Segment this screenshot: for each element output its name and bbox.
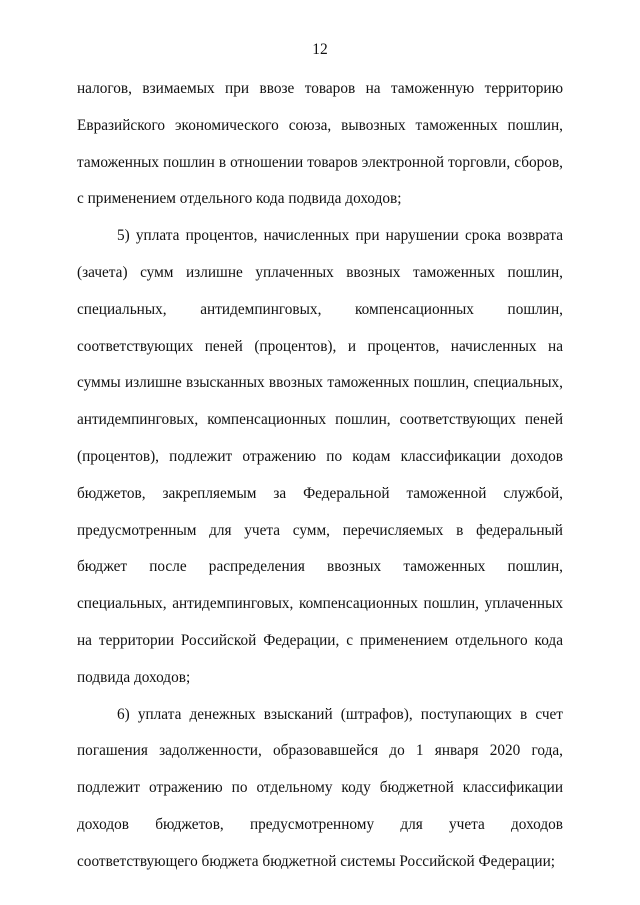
document-body — [77, 71, 563, 881]
paragraph-item-6: 6) уплата денежных взысканий (штрафов), поступающих в счет погашения задолженности, образовавшейся до 1 января 2020 года, подлежит отражению по отдельному коду бюджетной классификации доходов бюджетов, предусмотренному для учета доходов соответствующего бюджета бюджетной системы Российской Федерации; — [77, 705, 563, 870]
paragraph-item-5: 5) уплата процентов, начисленных при нарушении срока возврата (зачета) сумм излишне уплаченных ввозных таможенных пошлин, специальных, антидемпинговых, компенсационных пошлин, соответствующих пеней (процентов), и процентов, начисленных на суммы излишне взысканных ввозных таможенных пошлин, специальных, антидемпинговых, компенсационных пошлин, соответствующих пеней (процентов), подлежит отражению по кодам классификации доходов бюджетов, закрепляемым за Федеральной таможенной службой, предусмотренным для учета сумм, перечисляемых в федеральный бюджет после распределения ввозных таможенных пошлин, специальных, антидемпинговых, компенсационных пошлин, уплаченных на территории Российской Федерации, с применением отдельного кода подвида доходов; — [77, 227, 563, 686]
page-number: 12 — [312, 41, 328, 58]
paragraph-continuation: налогов, взимаемых при ввозе товаров на таможенную территорию Евразийского экономического союза, вывозных таможенных пошлин, таможенных пошлин в отношении товаров электронной торговли, сборов, с применением отдельного кода подвида доходов; — [77, 80, 563, 208]
